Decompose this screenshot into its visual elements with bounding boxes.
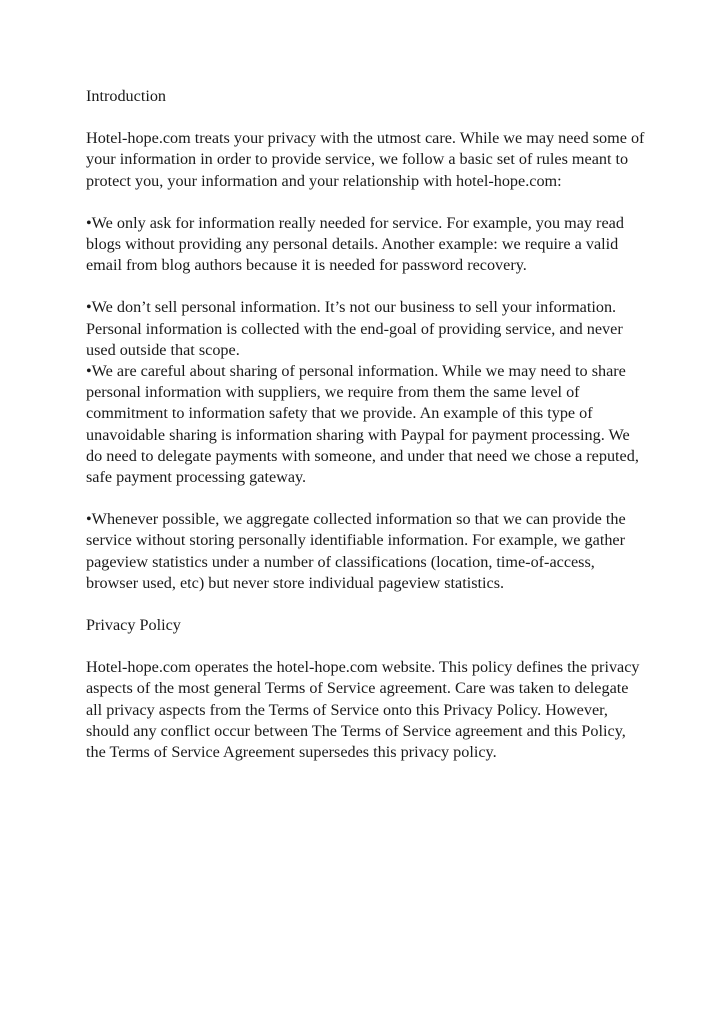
document-page bbox=[86, 86, 646, 763]
introduction-paragraph: Hotel-hope.com treats your privacy with the utmost care. While we may need some of your information in order to provide service, we follow a basic set of rules meant to protect you, your information and your relationship with hotel-hope.com: bbox=[86, 129, 645, 190]
privacy-policy-paragraph: Hotel-hope.com operates the hotel-hope.com website. This policy defines the privacy aspects of the most general Terms of Service agreement. Care was taken to delegate all privacy aspects from the Terms of Service onto this Privacy Policy. However, should any conflict occur between The Terms of Service agreement and this Policy, the Terms of Service Agreement supersedes this privacy policy. bbox=[86, 658, 640, 762]
introduction-heading: Introduction bbox=[86, 87, 167, 105]
bullet-no-selling: •We don’t sell personal information. It’s not our business to sell your information. Personal information is collected with the end-goal of providing service, and never used outside that scope. bbox=[86, 298, 623, 359]
bullet-careful-sharing: •We are careful about sharing of personal information. While we may need to share personal information with suppliers, we require from them the same level of commitment to information safety that we provide. An example of this type of unavoidable sharing is information sharing with Paypal for payment processing. We do need to delegate payments with someone, and under that need we chose a reputed, safe payment processing gateway. bbox=[86, 362, 639, 487]
privacy-policy-heading: Privacy Policy bbox=[86, 616, 181, 635]
bullet-aggregate-info: •Whenever possible, we aggregate collected information so that we can provide the service without storing personally identifiable information. For example, we gather pageview statistics under a number of classifications (location, time-of-access, browser used, etc) but never store individual pageview statistics. bbox=[86, 510, 626, 592]
bullet-only-needed-info: •We only ask for information really needed for service. For example, you may read blogs without providing any personal details. Another example: we require a valid email from blog authors because it is needed for password recovery. bbox=[86, 213, 624, 275]
